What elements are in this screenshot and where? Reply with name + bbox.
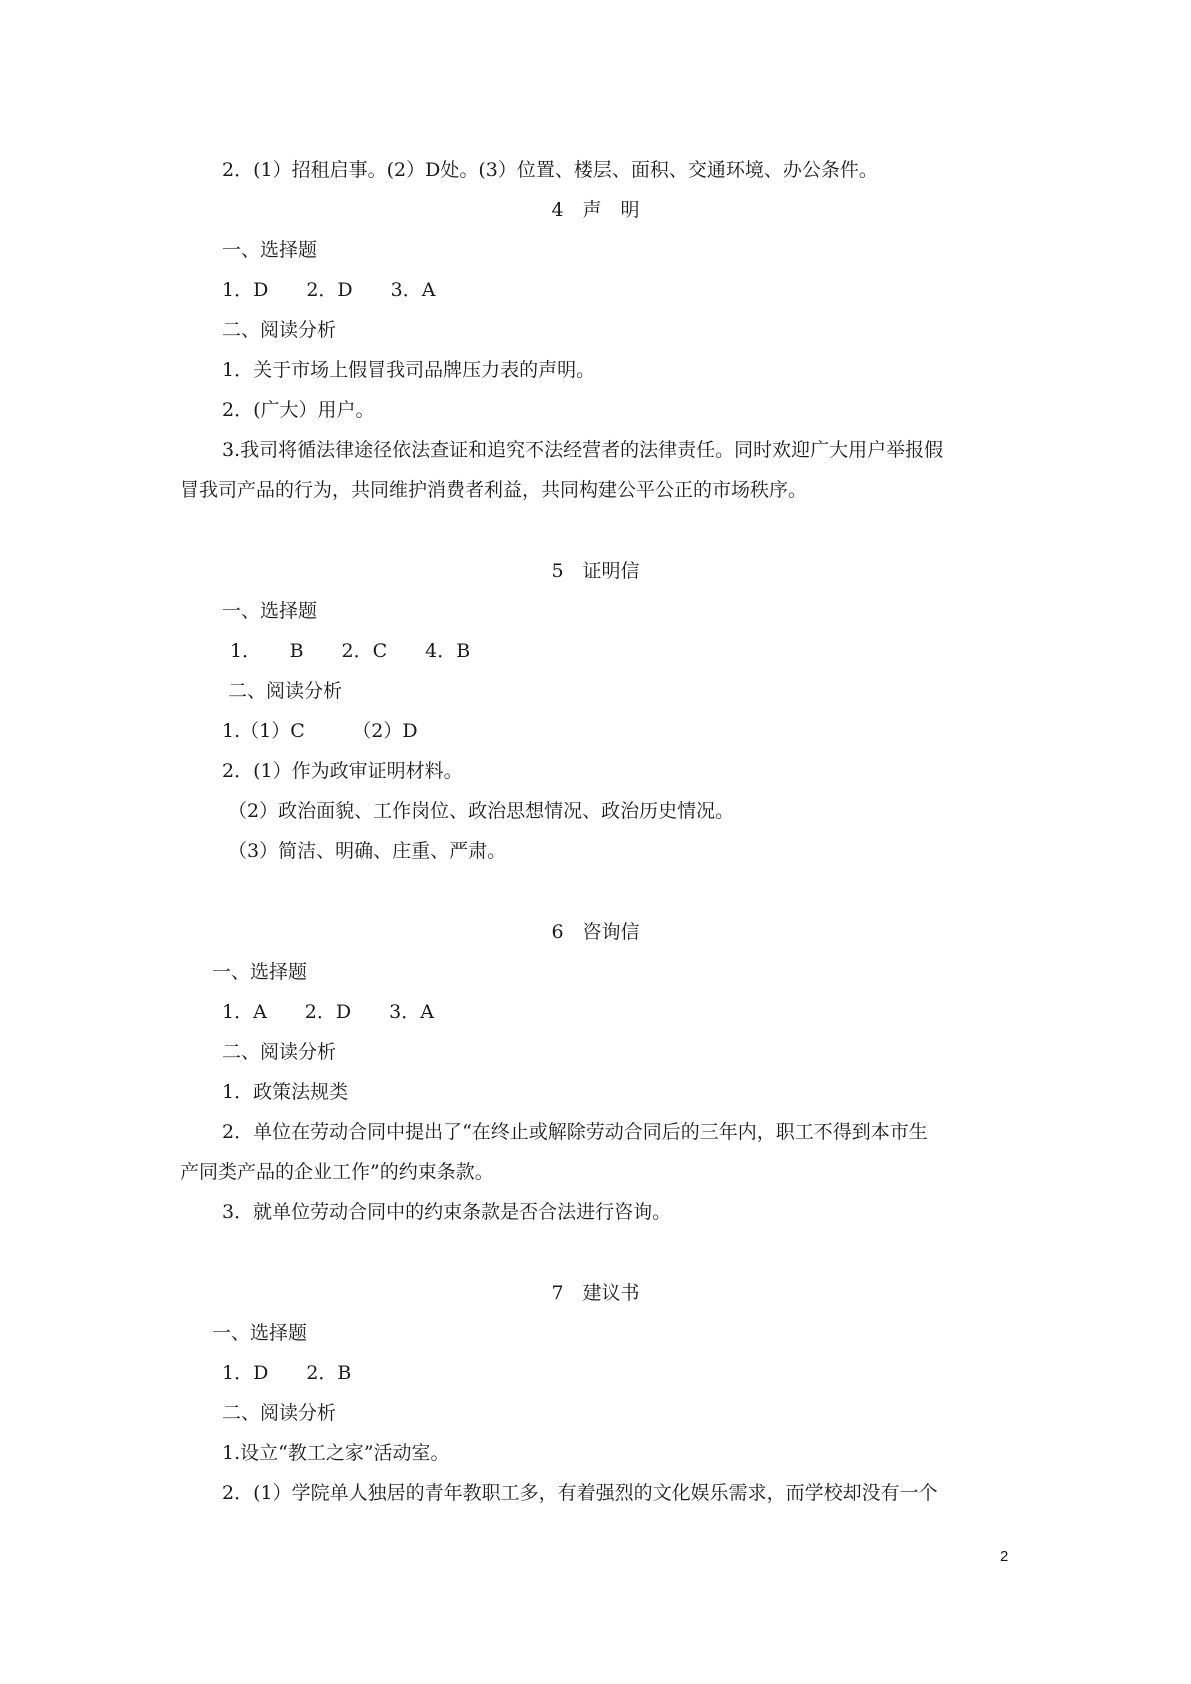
answer-line: 3.我司将循法律途径依法查证和追究不法经营者的法律责任。同时欢迎广大用户举报假 [222, 439, 944, 461]
answer-line: 3．就单位劳动合同中的约束条款是否合法进行咨询。 [222, 1201, 672, 1223]
answer-line: 1．关于市场上假冒我司品牌压力表的声明。 [222, 359, 596, 381]
answer-line: 产同类产品的企业工作”的约束条款。 [180, 1161, 494, 1183]
subsection-heading: 二、阅读分析 [222, 1041, 337, 1063]
answer-line: 2．(1）招租启事。(2）D处。(3）位置、楼层、面积、交通环境、办公条件。 [222, 159, 878, 181]
answer-line: 1．D 2．D 3．A [222, 279, 436, 301]
answer-line: 2．(1）学院单人独居的青年教职工多，有着强烈的文化娱乐需求，而学校却没有一个 [222, 1482, 938, 1504]
answer-line: 1.（1）C （2）D [222, 720, 418, 742]
answer-line: 1.设立“教工之家”活动室。 [222, 1442, 450, 1464]
answer-line: 1． B 2．C 4．B [230, 640, 471, 662]
subsection-heading: 一、选择题 [222, 239, 318, 261]
section-title: 7 建议书 [551, 1282, 640, 1304]
answer-line: 2．(广大）用户。 [222, 399, 375, 421]
section-title: 4 声 明 [551, 199, 640, 221]
subsection-heading: 一、选择题 [222, 600, 318, 622]
subsection-heading: 二、阅读分析 [222, 319, 337, 341]
answer-line: 冒我司产品的行为，共同维护消费者利益，共同构建公平公正的市场秩序。 [180, 479, 808, 501]
answer-line: （3）简洁、明确、庄重、严肃。 [228, 840, 507, 862]
answer-line: 1．D 2．B [222, 1362, 352, 1384]
answer-line: 2．(1）作为政审证明材料。 [222, 760, 463, 782]
answer-line: 1．A 2．D 3．A [222, 1001, 434, 1023]
subsection-heading: 二、阅读分析 [228, 680, 343, 702]
subsection-heading: 一、选择题 [212, 961, 308, 983]
answer-line: 1．政策法规类 [222, 1081, 349, 1103]
answer-line: （2）政治面貌、工作岗位、政治思想情况、政治历史情况。 [228, 800, 735, 822]
section-title: 5 证明信 [551, 560, 640, 582]
page-number: 2 [1000, 1548, 1009, 1565]
answer-line: 2．单位在劳动合同中提出了“在终止或解除劳动合同后的三年内，职工不得到本市生 [222, 1121, 928, 1143]
section-title: 6 咨询信 [551, 921, 640, 943]
subsection-heading: 二、阅读分析 [222, 1402, 337, 1424]
subsection-heading: 一、选择题 [212, 1322, 308, 1344]
